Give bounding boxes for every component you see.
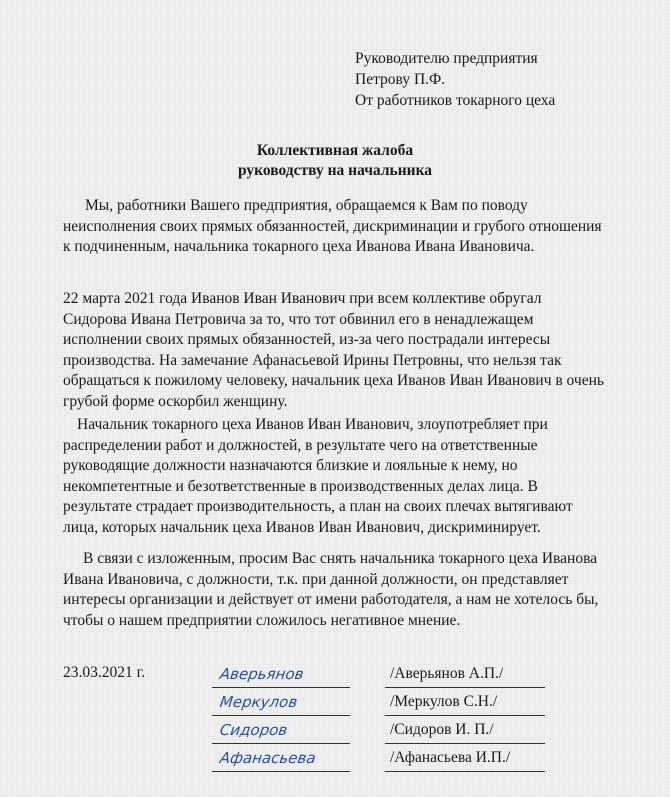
name-line xyxy=(385,715,545,716)
signature-row xyxy=(0,721,670,751)
signer-name: /Аверьянов А.П./ xyxy=(390,665,504,682)
handwritten-signature: Аверьянов xyxy=(218,665,305,683)
signer-name: /Меркулов С.Н./ xyxy=(390,693,498,710)
document-title-line-2: руководству на начальника xyxy=(237,162,433,179)
name-line xyxy=(385,687,545,688)
paragraph-2: 22 марта 2021 года Иванов Иван Иванович при всем коллективе обругал Сидорова Ивана Петровича за то, что тот обвинил его в ненадлежащем исполнении своих прямых обязанностей, из-за чего пострадали интересы производства. На замечание Афанасьевой Ирины Петровны, что нельзя так обращаться к пожилому человеку, начальник цеха Иванов Иван Иванович в очень грубой форме оскорбил женщину. xyxy=(63,290,604,410)
addressee-line-1: Руководителю предприятия xyxy=(355,50,538,67)
signature-line xyxy=(212,687,350,688)
name-line xyxy=(385,743,545,744)
signature-line xyxy=(212,771,350,772)
paragraph-4: В связи с изложенным, просим Вас снять начальника токарного цеха Иванова Ивана Ивановича, с должности, т.к. при данной должности, он представляет интересы организации и действует от имени работодателя, а нам не хотелось бы, чтобы о нашем предприятии сложилось негативное мнение. xyxy=(63,550,599,629)
name-line xyxy=(385,771,545,772)
handwritten-signature: Меркулов xyxy=(218,693,299,711)
handwritten-signature: Афанасьева xyxy=(218,749,317,767)
signature-row xyxy=(0,665,670,695)
paragraph-3: Начальник токарного цеха Иванов Иван Иванович, злоупотребляет при распределении работ и должностей, в результате чего на ответственные руководящие должности назначаются близкие и лояльные к нему, но некомпетентные и безответственные в производственных делах лица. В результате страдает производительность, а план на своих плечах вытягивают лица, которых начальник цеха Иванов Иван Иванович, дискриминирует. xyxy=(63,416,573,536)
signer-name: /Афанасьева И.П./ xyxy=(390,749,511,766)
signature-row xyxy=(0,693,670,723)
handwritten-signature: Сидоров xyxy=(218,721,289,739)
addressee-line-2: Петрову П.Ф. xyxy=(355,71,446,88)
document-title-line-1: Коллективная жалоба xyxy=(256,142,414,159)
signature-line xyxy=(212,715,350,716)
addressee-line-3: От работников токарного цеха xyxy=(355,92,556,109)
addressee-block xyxy=(355,48,555,111)
paragraph-1: Мы, работники Вашего предприятия, обращаемся к Вам по поводу неисполнения своих прямых обязанностей, дискриминации и грубого отношения к подчиненным, начальника токарного цеха Иванова Ивана Ивановича. xyxy=(63,197,602,255)
document-date: 23.03.2021 г. xyxy=(63,664,146,681)
signature-row xyxy=(0,749,670,779)
signer-name: /Сидоров И. П./ xyxy=(390,721,494,738)
signature-line xyxy=(212,743,350,744)
